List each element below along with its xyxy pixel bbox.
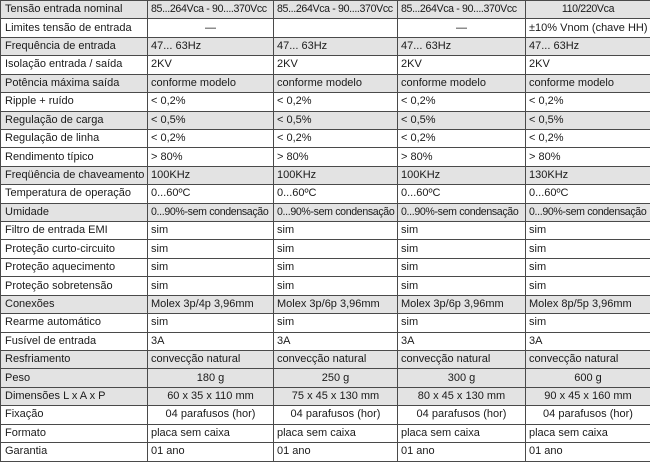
row-label: Freqüência de chaveamento bbox=[1, 166, 148, 184]
spec-cell-model-4: 0...90%-sem condensação bbox=[526, 203, 650, 221]
table-row bbox=[1, 129, 650, 147]
table-row bbox=[1, 369, 650, 387]
spec-cell-model-2: placa sem caixa bbox=[274, 424, 398, 442]
spec-cell-model-2: sim bbox=[274, 314, 398, 332]
spec-cell-model-3: conforme modelo bbox=[398, 74, 526, 92]
spec-cell-model-1: > 80% bbox=[148, 148, 274, 166]
table-row bbox=[1, 148, 650, 166]
spec-cell-model-4: 600 g bbox=[526, 369, 650, 387]
table-row bbox=[1, 1, 650, 19]
spec-cell-model-4: sim bbox=[526, 222, 650, 240]
spec-cell-model-4: sim bbox=[526, 240, 650, 258]
spec-cell-model-2: 01 ano bbox=[274, 443, 398, 461]
spec-cell-model-1: 04 parafusos (hor) bbox=[148, 406, 274, 424]
table-row bbox=[1, 37, 650, 55]
spec-cell-model-3: 47... 63Hz bbox=[398, 37, 526, 55]
spec-cell-model-3: 04 parafusos (hor) bbox=[398, 406, 526, 424]
row-label: Conexões bbox=[1, 295, 148, 313]
spec-cell-model-1: convecção natural bbox=[148, 351, 274, 369]
spec-cell-model-1: < 0,5% bbox=[148, 111, 274, 129]
spec-cell-model-2: sim bbox=[274, 240, 398, 258]
spec-cell-model-1: sim bbox=[148, 240, 274, 258]
table-row bbox=[1, 406, 650, 424]
spec-cell-model-3: 300 g bbox=[398, 369, 526, 387]
spec-cell-model-4: placa sem caixa bbox=[526, 424, 650, 442]
spec-cell-model-4: 04 parafusos (hor) bbox=[526, 406, 650, 424]
spec-cell-model-4: sim bbox=[526, 277, 650, 295]
row-label: Proteção sobretensão bbox=[1, 277, 148, 295]
row-label: Filtro de entrada EMI bbox=[1, 222, 148, 240]
spec-cell-model-2: Molex 3p/6p 3,96mm bbox=[274, 295, 398, 313]
row-label: Rendimento típico bbox=[1, 148, 148, 166]
spec-cell-model-4: < 0,2% bbox=[526, 129, 650, 147]
spec-cell-model-4: 130KHz bbox=[526, 166, 650, 184]
spec-cell-model-1: sim bbox=[148, 222, 274, 240]
row-label: Fusível de entrada bbox=[1, 332, 148, 350]
row-label: Temperatura de operação bbox=[1, 185, 148, 203]
spec-cell-model-2: 04 parafusos (hor) bbox=[274, 406, 398, 424]
spec-cell-model-3: sim bbox=[398, 314, 526, 332]
table-row bbox=[1, 111, 650, 129]
spec-cell-model-2: > 80% bbox=[274, 148, 398, 166]
spec-cell-model-1: Molex 3p/4p 3,96mm bbox=[148, 295, 274, 313]
row-label: Dimensões L x A x P bbox=[1, 387, 148, 405]
table-row bbox=[1, 166, 650, 184]
spec-cell-model-4: < 0,2% bbox=[526, 93, 650, 111]
spec-cell-model-3: 3A bbox=[398, 332, 526, 350]
spec-cell-model-3: 01 ano bbox=[398, 443, 526, 461]
spec-cell-model-4: sim bbox=[526, 314, 650, 332]
spec-cell-model-2: 2KV bbox=[274, 56, 398, 74]
spec-cell-model-3: — bbox=[398, 19, 526, 37]
spec-cell-model-2: sim bbox=[274, 222, 398, 240]
table-row bbox=[1, 203, 650, 221]
spec-cell-model-1: 47... 63Hz bbox=[148, 37, 274, 55]
spec-cell-model-1: < 0,2% bbox=[148, 129, 274, 147]
spec-cell-model-3: 80 x 45 x 130 mm bbox=[398, 387, 526, 405]
row-label: Regulação de carga bbox=[1, 111, 148, 129]
spec-cell-model-1: sim bbox=[148, 277, 274, 295]
spec-cell-model-3: sim bbox=[398, 222, 526, 240]
spec-cell-model-4: 0...60ºC bbox=[526, 185, 650, 203]
table-row bbox=[1, 93, 650, 111]
spec-cell-model-3: sim bbox=[398, 258, 526, 276]
spec-cell-model-2: sim bbox=[274, 258, 398, 276]
spec-cell-model-1: 85...264Vca - 90....370Vcc bbox=[148, 1, 274, 19]
spec-cell-model-3: Molex 3p/6p 3,96mm bbox=[398, 295, 526, 313]
spec-cell-model-4: sim bbox=[526, 258, 650, 276]
spec-cell-model-1: 100KHz bbox=[148, 166, 274, 184]
spec-cell-model-4: convecção natural bbox=[526, 351, 650, 369]
spec-cell-model-3: < 0,2% bbox=[398, 129, 526, 147]
spec-cell-model-1: 60 x 35 x 110 mm bbox=[148, 387, 274, 405]
spec-cell-model-1: 01 ano bbox=[148, 443, 274, 461]
spec-cell-model-2: < 0,5% bbox=[274, 111, 398, 129]
table-row bbox=[1, 314, 650, 332]
table-row bbox=[1, 240, 650, 258]
spec-cell-model-4: 3A bbox=[526, 332, 650, 350]
row-label: Garantia bbox=[1, 443, 148, 461]
table-row bbox=[1, 351, 650, 369]
spec-cell-model-2: 3A bbox=[274, 332, 398, 350]
row-label: Resfriamento bbox=[1, 351, 148, 369]
spec-cell-model-2: convecção natural bbox=[274, 351, 398, 369]
row-label: Peso bbox=[1, 369, 148, 387]
row-label: Potência máxima saída bbox=[1, 74, 148, 92]
spec-cell-model-1: < 0,2% bbox=[148, 93, 274, 111]
spec-cell-model-2 bbox=[274, 19, 398, 37]
spec-cell-model-3: 85...264Vca - 90....370Vcc bbox=[398, 1, 526, 19]
row-label: Proteção curto-circuito bbox=[1, 240, 148, 258]
table-row bbox=[1, 222, 650, 240]
row-label: Ripple + ruído bbox=[1, 93, 148, 111]
row-label: Frequência de entrada bbox=[1, 37, 148, 55]
spec-cell-model-1: 2KV bbox=[148, 56, 274, 74]
table-row bbox=[1, 443, 650, 461]
spec-cell-model-2: 47... 63Hz bbox=[274, 37, 398, 55]
spec-cell-model-2: 0...60ºC bbox=[274, 185, 398, 203]
spec-cell-model-3: > 80% bbox=[398, 148, 526, 166]
spec-cell-model-4: < 0,5% bbox=[526, 111, 650, 129]
row-label: Isolação entrada / saída bbox=[1, 56, 148, 74]
spec-cell-model-3: 0...60ºC bbox=[398, 185, 526, 203]
spec-cell-model-3: sim bbox=[398, 240, 526, 258]
row-label: Fixação bbox=[1, 406, 148, 424]
spec-cell-model-1: sim bbox=[148, 258, 274, 276]
table-row bbox=[1, 19, 650, 37]
spec-cell-model-2: 75 x 45 x 130 mm bbox=[274, 387, 398, 405]
table-row bbox=[1, 258, 650, 276]
spec-cell-model-1: 0...90%-sem condensação bbox=[148, 203, 274, 221]
spec-cell-model-1: 180 g bbox=[148, 369, 274, 387]
spec-cell-model-3: < 0,5% bbox=[398, 111, 526, 129]
spec-cell-model-4: > 80% bbox=[526, 148, 650, 166]
spec-cell-model-1: 3A bbox=[148, 332, 274, 350]
row-label: Regulação de linha bbox=[1, 129, 148, 147]
row-label: Formato bbox=[1, 424, 148, 442]
table-row bbox=[1, 277, 650, 295]
table-row bbox=[1, 387, 650, 405]
spec-cell-model-4: Molex 8p/5p 3,96mm bbox=[526, 295, 650, 313]
spec-cell-model-4: 47... 63Hz bbox=[526, 37, 650, 55]
spec-cell-model-4: 90 x 45 x 160 mm bbox=[526, 387, 650, 405]
spec-cell-model-2: conforme modelo bbox=[274, 74, 398, 92]
spec-cell-model-3: 0...90%-sem condensação bbox=[398, 203, 526, 221]
spec-cell-model-4: ±10% Vnom (chave HH) bbox=[526, 19, 650, 37]
spec-cell-model-4: 01 ano bbox=[526, 443, 650, 461]
row-label: Tensão entrada nominal bbox=[1, 1, 148, 19]
spec-cell-model-1: placa sem caixa bbox=[148, 424, 274, 442]
spec-cell-model-2: 85...264Vca - 90....370Vcc bbox=[274, 1, 398, 19]
row-label: Limites tensão de entrada bbox=[1, 19, 148, 37]
spec-cell-model-2: 250 g bbox=[274, 369, 398, 387]
table-row bbox=[1, 424, 650, 442]
spec-cell-model-1: conforme modelo bbox=[148, 74, 274, 92]
table-row bbox=[1, 185, 650, 203]
spec-cell-model-3: < 0,2% bbox=[398, 93, 526, 111]
row-label: Proteção aquecimento bbox=[1, 258, 148, 276]
row-label: Umidade bbox=[1, 203, 148, 221]
spec-table-body bbox=[1, 1, 650, 462]
table-row bbox=[1, 332, 650, 350]
spec-cell-model-2: < 0,2% bbox=[274, 93, 398, 111]
table-row bbox=[1, 74, 650, 92]
spec-cell-model-2: < 0,2% bbox=[274, 129, 398, 147]
spec-cell-model-4: 110/220Vca bbox=[526, 1, 650, 19]
spec-cell-model-3: 2KV bbox=[398, 56, 526, 74]
spec-cell-model-1: sim bbox=[148, 314, 274, 332]
spec-cell-model-3: convecção natural bbox=[398, 351, 526, 369]
spec-cell-model-4: conforme modelo bbox=[526, 74, 650, 92]
table-row bbox=[1, 56, 650, 74]
spec-cell-model-4: 2KV bbox=[526, 56, 650, 74]
spec-cell-model-3: 100KHz bbox=[398, 166, 526, 184]
spec-cell-model-3: sim bbox=[398, 277, 526, 295]
row-label: Rearme automático bbox=[1, 314, 148, 332]
spec-cell-model-1: — bbox=[148, 19, 274, 37]
spec-cell-model-3: placa sem caixa bbox=[398, 424, 526, 442]
spec-cell-model-2: 0...90%-sem condensação bbox=[274, 203, 398, 221]
spec-cell-model-2: 100KHz bbox=[274, 166, 398, 184]
spec-cell-model-1: 0...60ºC bbox=[148, 185, 274, 203]
table-row bbox=[1, 295, 650, 313]
spec-cell-model-2: sim bbox=[274, 277, 398, 295]
